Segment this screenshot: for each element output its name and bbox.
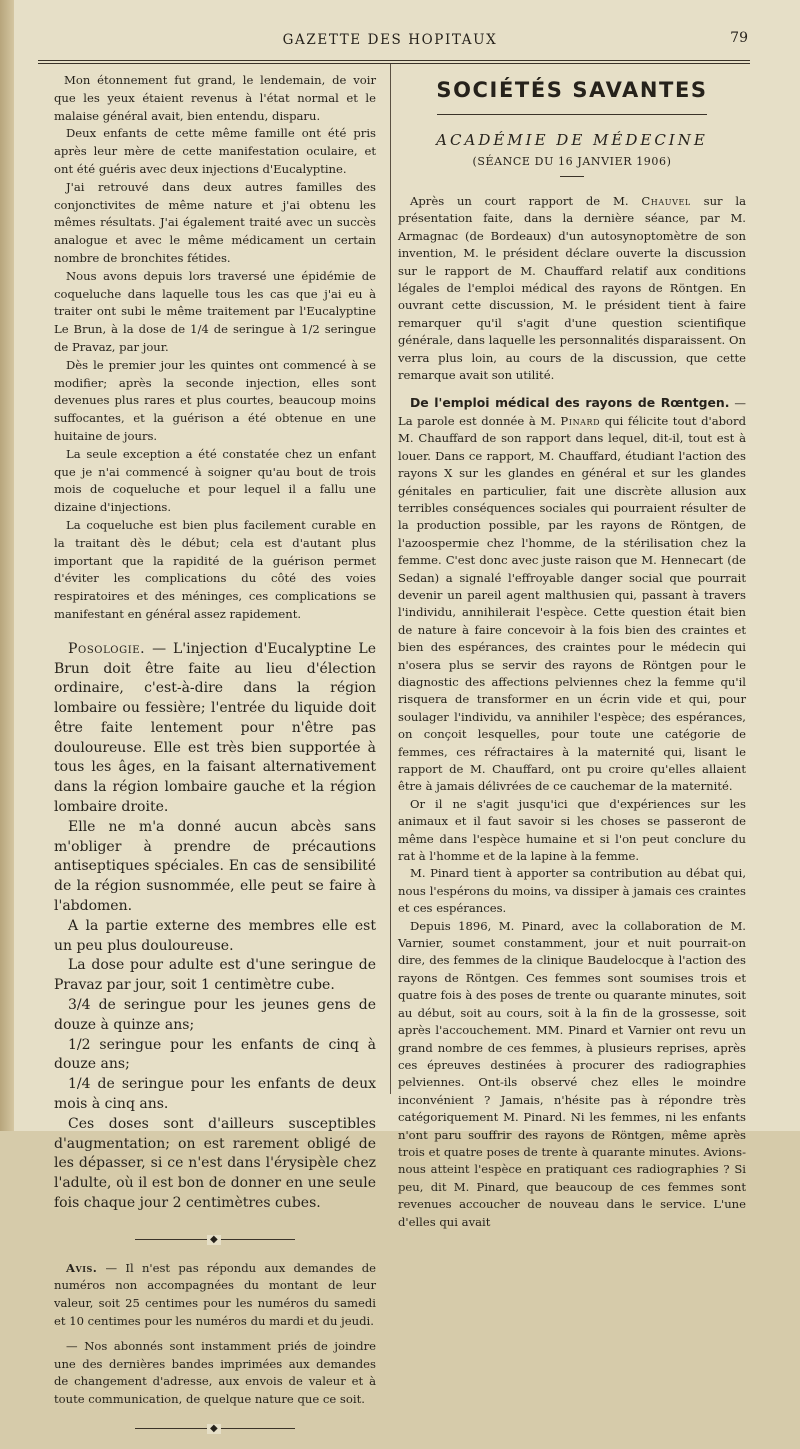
page-number: 79 <box>730 30 748 46</box>
dose-line: 1/2 seringue pour les enfants de cinq à douze ans; <box>54 1036 376 1073</box>
running-title: GAZETTE DES HOPITAUX <box>282 32 498 48</box>
academy-title: ACADÉMIE DE MÉDECINE <box>436 131 708 149</box>
paragraph: La coqueluche est bien plus facilement curable en la traitant dès le début; cela est d'autant plus important que la rapidité de la guérison permet d'éviter les complications du côté des voies respiratoires et des méninges, ces complications se manifestant en général assez rapidement. <box>54 517 376 621</box>
posologie-section <box>54 640 376 1214</box>
case-report-text <box>54 72 376 624</box>
paragraph: Or il ne s'agit jusqu'ici que d'expériences sur les animaux et il faut savoir si les choses se passeront de même dans l'espèce humaine et si l'on peut conclure du rat à l'homme et de la lapine à la femme. <box>398 796 746 864</box>
paragraph: La dose pour adulte est d'une seringue de Pravaz par jour, soit 1 centimètre cube. <box>54 957 376 994</box>
paragraph: Nous avons depuis lors traversé une épidémie de coqueluche dans laquelle tous les cas que j'ai eu à traiter ont subi le même traitement par l'Eucalyptine Le Brun, à la dose de 1/4 de seringue à 1/2 seringue de Pravaz, par jour. <box>54 268 376 354</box>
paragraph: Elle ne m'a donné aucun abcès sans m'obliger à prendre de précautions antiseptiques spéciales. En cas de sensibilité de la région susnommée, elle peut se faire à l'abdomen. <box>54 818 376 915</box>
title-rule <box>437 114 707 115</box>
paragraph: Dès le premier jour les quintes ont commencé à se modifier; après la seconde injection, elles sont devenues plus rares et plus courtes, beaucoup moins suffocantes, et la guérison a été obtenue en une huitaine de jours. <box>54 357 376 443</box>
dose-line: 3/4 de seringue pour les jeunes gens de douze à quinze ans; <box>54 997 376 1033</box>
article-heading: De l'emploi médical des rayons de Rœntgen. <box>410 395 730 411</box>
paragraph: J'ai retrouvé dans deux autres familles des conjonctivites de même nature et j'ai obtenu les mêmes résultats. J'ai également traité avec un succès analogue et avec le même médicament un certain nombre de bronchites fétides. <box>54 179 376 265</box>
heading-paragraph <box>398 394 746 795</box>
academy-report <box>398 193 746 1231</box>
heading-text: — La parole est donnée à M. <box>398 396 746 428</box>
intro-paragraph <box>398 193 746 384</box>
posologie-text: — L'injection d'Eucalyptine Le Brun doit être faite au lieu d'élection ordinaire, c'est-à-dire dans la région lombaire ou fessière; l'entrée du liquide doit être faite lentement pour n'être pas douloureuse. Elle est très bien supportée à tous les âges, en la faisant alternativement dans la région lombaire gauche et la région lombaire droite. <box>54 640 376 816</box>
header-rule-thin <box>38 63 750 64</box>
section-title: SOCIÉTÉS SAVANTES <box>436 78 708 102</box>
short-rule <box>560 176 584 177</box>
column-divider <box>390 64 391 1094</box>
diamond-ornament-icon: ◆ <box>207 1235 221 1245</box>
left-column <box>54 72 376 1449</box>
heading-text: qui félicite tout d'abord M. Chauffard de son rapport dans lequel, dit-il, tout est à louer. Dans ce rapport, M. Chauffard, étudiant l'action des rayons X sur les glandes en général et sur les glandes génitales en particulier, fait une discrète allusion aux terribles conséquences sociales qui pourraient résulter de la production possible, par les rayons de Röntgen, de l'azoospermie chez l'homme, de la stérilisation chez la femme. C'est donc avec juste raison que M. Hennecart (de Sedan) a signalé l'effroyable danger social que pourrait devenir un pareil agent malthusien qui, passant à travers l'individu, annihilerait l'espèce. Cette question était bien de nature à faire concevoir à la fois bien des craintes et bien des espérances, des craintes pour le médecin qui n'osera plus se servir des rayons de Röntgen pour le diagnostic des affections pelviennes chez la femme qu'il risquera de transformer en un écrin vide et qui, pour soulager l'individu, va annihiler l'espèce; des espérances, on conçoit lesquelles, pour toute une catégorie de femmes, ces réfractaires à la maternité qui, lisant le rapport de M. Chauffard, ont pu croire qu'elles allaient être à jamais délivrées de ce cauchemar de la maternité. <box>398 413 746 794</box>
paragraph: A la partie externe des membres elle est un peu plus douloureuse. <box>54 917 376 954</box>
page-header <box>40 30 748 56</box>
speaker-name: Chauvel <box>641 194 691 208</box>
intro-text: Après un court rapport de M. <box>410 194 642 208</box>
diamond-ornament-icon: ◆ <box>207 1424 221 1434</box>
notices <box>54 1260 376 1409</box>
paragraph: Mon étonnement fut grand, le lendemain, de voir que les yeux étaient revenus à l'état normal et le malaise général avait, bien entendu, disparu. <box>54 73 376 123</box>
header-rule <box>38 60 750 61</box>
right-column <box>398 72 746 1231</box>
avis-paragraph <box>54 1260 376 1330</box>
paragraph: M. Pinard tient à apporter sa contribution au débat qui, nous l'espérons du moins, va dissiper à jamais ces craintes et ces espérances. <box>398 866 746 916</box>
avis-label: Avis. <box>66 1260 98 1275</box>
intro-text: sur la présentation faite, dans la dernière séance, par M. Armagnac (de Bordeaux) d'un autosynoptomètre de son invention, M. le président déclare ouverte la discussion sur le rapport de M. Chauffard relatif aux conditions légales de l'emploi médical des rayons de Röntgen. En ouvrant cette discussion, M. le président tient à faire remarquer qu'il s'agit d'une question scientifique générale, dans laquelle les personnalités disparaissent. On verra plus loin, au cours de la discussion, que cette remarque avait son utilité. <box>398 194 747 383</box>
dose-line: 1/4 de seringue pour les enfants de deux mois à cinq ans. <box>54 1076 376 1113</box>
paragraph: La seule exception a été constatée chez un enfant que je n'ai commencé à soigner qu'au bout de trois mois de coqueluche et pour lequel il a fallu une dizaine d'injections. <box>54 446 376 515</box>
paragraph: Depuis 1896, M. Pinard, avec la collaboration de M. Varnier, soumet constamment, jour et nuit pourrait-on dire, des femmes de la clinique Baudelocque à l'action des rayons de Röntgen. Ces femmes sont soumises trois et quatre fois à des poses de trente ou quarante minutes, soit au début, soit au cours, soit à la fin de la grossesse, soit après l'accouchement. MM. Pinard et Varnier ont revu un grand nombre de ces femmes, à plusieurs reprises, après ces épreuves destinées à procurer des radiographies pelviennes. Ont-ils observé chez elles le moindre inconvénient ? Jamais, n'hésite pas à répondre très catégoriquement M. Pinard. Ni les femmes, ni les enfants n'ont paru souffrir des rayons de Röntgen, même après trois et quatre poses de trente à quarante minutes. Avions-nous atteint l'espèce en pratiquant ces radiographies ? Si peu, dit M. Pinard, que beaucoup de ces femmes sont revenues accoucher de nouveau dans le service. L'une d'elles qui avait <box>398 918 746 1229</box>
session-date: (SÉANCE DU 16 JANVIER 1906) <box>472 155 672 168</box>
ornamental-separator <box>135 1423 295 1435</box>
abonnes-paragraph: — Nos abonnés sont instamment priés de joindre une des dernières bandes imprimées aux demandes de changement d'adresse, aux envois de valeur et à toute communication, de quelque nature que ce soit. <box>54 1339 376 1406</box>
ornamental-separator <box>135 1234 295 1246</box>
page-binding-edge <box>0 0 14 1131</box>
avis-text: — Il n'est pas répondu aux demandes de numéros non accompagnées du montant de leur valeur, soit 25 centimes pour les numéros du samedi et 10 centimes pour les numéros du mardi et du jeudi. <box>54 1260 376 1328</box>
posologie-label: Posologie. <box>68 640 146 657</box>
paragraph: Deux enfants de cette même famille ont été pris après leur mère de cette manifestation oculaire, et ont été guéris avec deux injections d'Eucalyptine. <box>54 126 376 176</box>
speaker-name: Pinard <box>560 413 601 428</box>
paragraph: Ces doses sont d'ailleurs susceptibles d'augmentation; on est rarement obligé de les dépasser, si ce n'est dans l'érysipèle chez l'adulte, où il est bon de donner en une seule fois chaque jour 2 centimètres cubes. <box>54 1115 376 1212</box>
posologie-paragraph <box>54 640 376 818</box>
